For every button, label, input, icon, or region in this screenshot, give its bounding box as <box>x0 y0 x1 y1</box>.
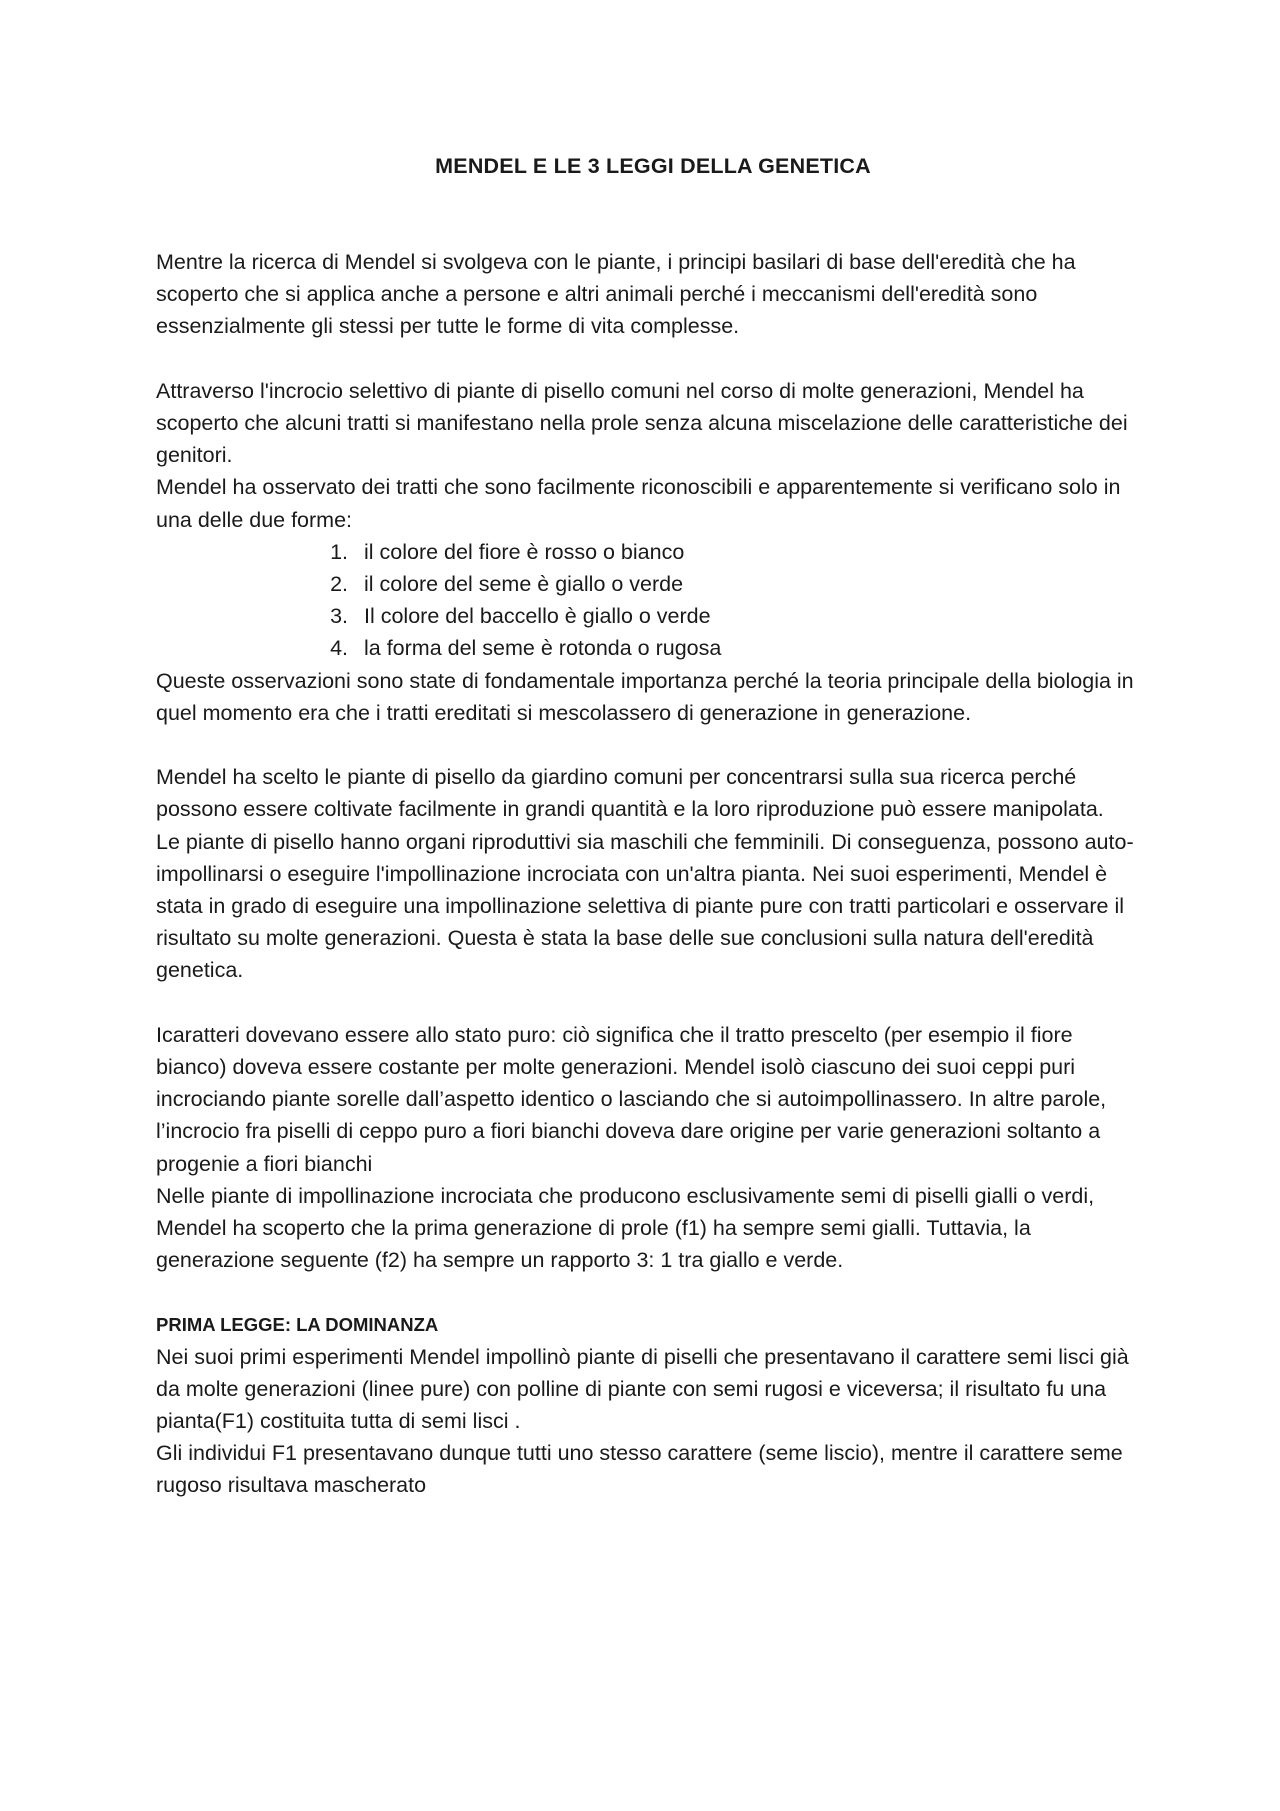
list-item <box>156 536 1136 568</box>
paragraph-first-experiments: Nei suoi primi esperimenti Mendel impollinò piante di piselli che presentavano il carattere semi lisci già da molte generazioni (linee pure) con polline di piante con semi rugosi e viceversa; il risultato fu una pianta(F1) costituita tutta di semi lisci . <box>156 1344 1129 1434</box>
paragraph-f1-individuals: Gli individui F1 presentavano dunque tutti uno stesso carattere (seme liscio), mentre il carattere seme rugoso risultava mascherato <box>156 1441 1123 1498</box>
title-spacer <box>156 182 1136 246</box>
traits-list <box>156 536 1136 665</box>
list-item-number: 3. <box>330 604 348 629</box>
paragraph-selective-crossing: Attraverso l'incrocio selettivo di piante di pisello comuni nel corso di molte generazioni, Mendel ha scoperto che alcuni tratti si manifestano nella prole senza alcuna miscelazione delle caratteristiche dei genitori. <box>156 378 1128 468</box>
list-item-text: il colore del fiore è rosso o bianco <box>364 539 685 564</box>
paragraph-intro: Mentre la ricerca di Mendel si svolgeva con le piante, i principi basilari di base dell'eredità che ha scoperto che si applica anche a persone e altri animali perché i meccanismi dell'eredità sono essenzialmente gli stessi per tutte le forme di vita complesse. <box>156 250 1076 339</box>
paragraph-pea-choice: Mendel ha scelto le piante di pisello da giardino comuni per concentrarsi sulla sua ricerca perché possono essere coltivate facilmente in grandi quantità e la loro riproduzione può essere manipolata. <box>156 765 1104 822</box>
paragraph-pure-traits: Icaratteri dovevano essere allo stato puro: ciò significa che il tratto prescelto (per esempio il fiore bianco) doveva essere costante per molte generazioni. Mendel isolò ciascuno dei suoi ceppi puri incrociando piante sorelle dall’aspetto identico o lasciando che si autoimpollinassero. In altre parole, l’incrocio fra piselli di ceppo puro a fiori bianchi doveva dare origine per varie generazioni soltanto a progenie a fiori bianchi <box>156 1022 1107 1176</box>
document-title: MENDEL E LE 3 LEGGI DELLA GENETICA <box>435 154 871 178</box>
list-item-number: 1. <box>330 539 348 564</box>
document-body <box>156 150 1136 1502</box>
list-item-number: 4. <box>330 636 348 661</box>
list-item <box>156 600 1136 632</box>
paragraph-importance: Queste osservazioni sono state di fondamentale importanza perché la teoria principale della biologia in quel momento era che i tratti ereditati si mescolassero di generazione in generazione. <box>156 668 1134 725</box>
list-item-text: la forma del seme è rotonda o rugosa <box>364 636 722 661</box>
list-item <box>156 632 1136 664</box>
list-item-text: Il colore del baccello è giallo o verde <box>364 604 711 629</box>
list-item <box>156 568 1136 600</box>
section-heading-first-law: PRIMA LEGGE: LA DOMINANZA <box>156 1313 439 1335</box>
list-item-number: 2. <box>330 572 348 597</box>
paragraph-observed-traits: Mendel ha osservato dei tratti che sono facilmente riconoscibili e apparentemente si verificano solo in una delle due forme: <box>156 475 1121 532</box>
paragraph-reproductive-organs: Le piante di pisello hanno organi riproduttivi sia maschili che femminili. Di conseguenza, possono auto-impollinarsi o eseguire l'impollinazione incrociata con un'altra pianta. Nei suoi esperimenti, Mendel è stata in grado di eseguire una impollinazione selettiva di piante pure con tratti particolari e osservare il risultato su molte generazioni. Questa è stata la base delle sue conclusioni sulla natura dell'eredità genetica. <box>156 829 1134 983</box>
paragraph-cross-pollination: Nelle piante di impollinazione incrociata che producono esclusivamente semi di piselli gialli o verdi, Mendel ha scoperto che la prima generazione di prole (f1) ha sempre semi gialli. Tuttavia, la generazione seguente (f2) ha sempre un rapporto 3: 1 tra giallo e verde. <box>156 1183 1095 1273</box>
list-item-text: il colore del seme è giallo o verde <box>364 572 684 597</box>
